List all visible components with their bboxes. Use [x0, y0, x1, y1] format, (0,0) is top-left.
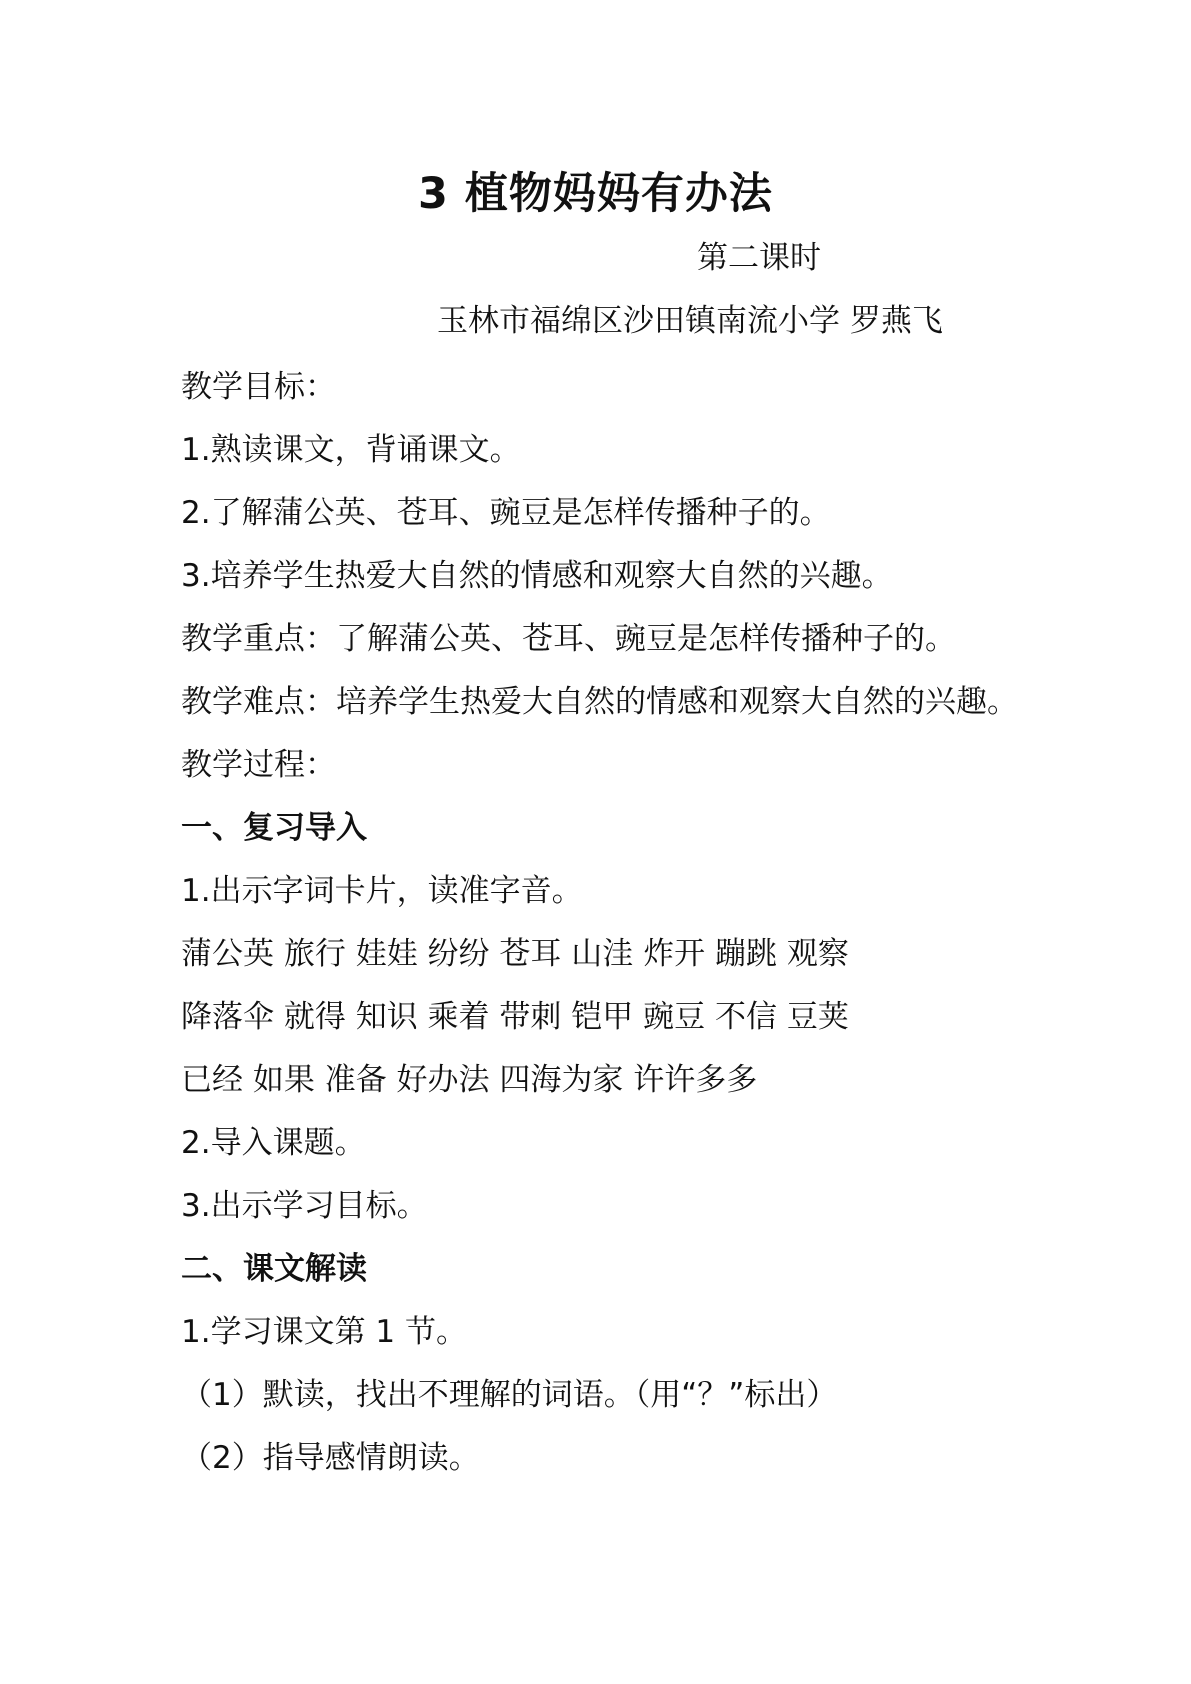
lesson-period: 第二课时: [697, 240, 821, 276]
word-list-row-1: 蒲公英 旅行 娃娃 纷纷 苍耳 山洼 炸开 蹦跳 观察: [181, 936, 849, 972]
document-title: 3 植物妈妈有办法: [418, 169, 773, 219]
section-2-item-1: 1.学习课文第 1 节。: [181, 1314, 468, 1350]
section-2-heading: 二、课文解读: [181, 1251, 367, 1287]
goals-heading: 教学目标：: [181, 369, 336, 405]
goal-item-1: 1.熟读课文，背诵课文。: [181, 432, 521, 468]
author-line: 玉林市福绵区沙田镇南流小学 罗燕飞: [437, 303, 943, 339]
key-point: 教学重点：了解蒲公英、苍耳、豌豆是怎样传播种子的。: [181, 621, 956, 657]
process-heading: 教学过程：: [181, 747, 336, 783]
section-1-heading: 一、复习导入: [181, 810, 367, 846]
section-1-item-1: 1.出示字词卡片，读准字音。: [181, 873, 583, 909]
section-2-subitem-1: （1）默读，找出不理解的词语。（用“？”标出）: [181, 1377, 838, 1413]
goal-item-3: 3.培养学生热爱大自然的情感和观察大自然的兴趣。: [181, 558, 893, 594]
goal-item-2: 2.了解蒲公英、苍耳、豌豆是怎样传播种子的。: [181, 495, 831, 531]
section-2-subitem-2: （2）指导感情朗读。: [181, 1440, 480, 1476]
difficulty: 教学难点：培养学生热爱大自然的情感和观察大自然的兴趣。: [181, 684, 1018, 720]
section-1-item-2: 2.导入课题。: [181, 1125, 366, 1161]
word-list-row-3: 已经 如果 准备 好办法 四海为家 许许多多: [181, 1062, 758, 1098]
word-list-row-2: 降落伞 就得 知识 乘着 带刺 铠甲 豌豆 不信 豆荚: [181, 999, 849, 1035]
document-body: [181, 356, 1021, 1490]
section-1-item-3: 3.出示学习目标。: [181, 1188, 428, 1224]
